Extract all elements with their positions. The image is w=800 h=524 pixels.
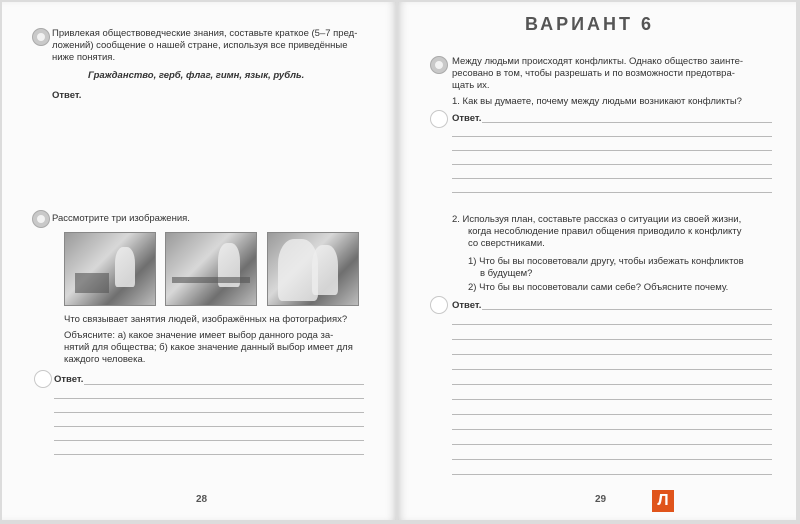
right-task2-item1 [468,256,778,280]
answer-line[interactable] [452,474,772,475]
right-task2-text [452,214,782,250]
answer-line[interactable] [452,399,772,400]
text-line: 1) Что бы вы посоветовали другу, чтобы избежать конфликтов [468,256,744,267]
task-number-badge [32,28,50,46]
answer-line[interactable] [452,136,772,137]
answer-circle [430,296,448,314]
answer-line[interactable] [482,309,772,310]
photo-1 [64,232,156,306]
photo-3 [267,232,359,306]
right-task2-item2: 2) Что бы вы посоветовали сами себе? Объясните почему. [468,282,729,293]
variant-title: ВАРИАНТ 6 [525,14,655,34]
task2-question: Что связывает занятия людей, изображённых на фотографиях? [64,314,348,325]
text-line: в будущем? [480,268,533,279]
photo-2 [165,232,257,306]
answer-line[interactable] [452,369,772,370]
publisher-logo-icon: Л [652,490,674,512]
answer-line[interactable] [452,429,772,430]
answer-line[interactable] [54,412,364,413]
answer-line[interactable] [452,384,772,385]
answer-line[interactable] [482,122,772,123]
page-number: 29 [595,494,607,505]
right-task1-question: 1. Как вы думаете, почему между людьми возникают конфликты? [452,96,742,107]
answer-circle [34,370,52,388]
text-line: каждого человека. [64,354,146,365]
answer-circle [430,110,448,128]
task1-text [52,28,372,64]
task-number-badge [430,56,448,74]
answer-label: Ответ. [52,90,82,101]
right-task1-text [452,56,782,92]
answer-line[interactable] [452,459,772,460]
answer-line[interactable] [84,384,364,385]
text-line: 2. Используя план, составьте рассказ о ситуации из своей жизни, [452,214,742,225]
answer-line[interactable] [452,178,772,179]
text-line: Объясните: а) какое значение имеет выбор данного рода за- [64,330,334,341]
text-line: ниже понятия. [52,52,116,63]
text-line: нятий для общества; б) какое значение данный выбор имеет для [64,342,353,353]
task-number-badge [32,210,50,228]
text-line: ресовано в том, чтобы разрешать и по возможности предотвра- [452,68,735,79]
answer-line[interactable] [452,354,772,355]
answer-line[interactable] [452,339,772,340]
text-line: Между людьми происходят конфликты. Однако общество заинте- [452,56,744,67]
answer-line[interactable] [54,398,364,399]
answer-line[interactable] [54,426,364,427]
answer-label: Ответ. [452,113,482,124]
answer-line[interactable] [452,164,772,165]
page-number: 28 [196,494,208,505]
text-line: когда несоблюдение правил общения приводило к конфликту [468,226,742,237]
answer-line[interactable] [54,454,364,455]
answer-line[interactable] [452,150,772,151]
text-line: со сверстниками. [468,238,545,249]
answer-line[interactable] [452,192,772,193]
answer-line[interactable] [452,324,772,325]
task2-intro: Рассмотрите три изображения. [52,213,190,224]
answer-line[interactable] [452,414,772,415]
terms-list: Гражданство, герб, флаг, гимн, язык, рубль. [88,70,305,81]
text-line: Привлекая обществоведческие знания, составьте краткое (5–7 пред- [52,28,358,39]
text-line: ложений) сообщение о нашей стране, используя все приведённые [52,40,348,51]
answer-label: Ответ. [452,300,482,311]
task2-explain [64,330,374,366]
answer-label: Ответ. [54,374,84,385]
answer-line[interactable] [54,440,364,441]
answer-line[interactable] [452,444,772,445]
text-line: щать их. [452,80,490,91]
